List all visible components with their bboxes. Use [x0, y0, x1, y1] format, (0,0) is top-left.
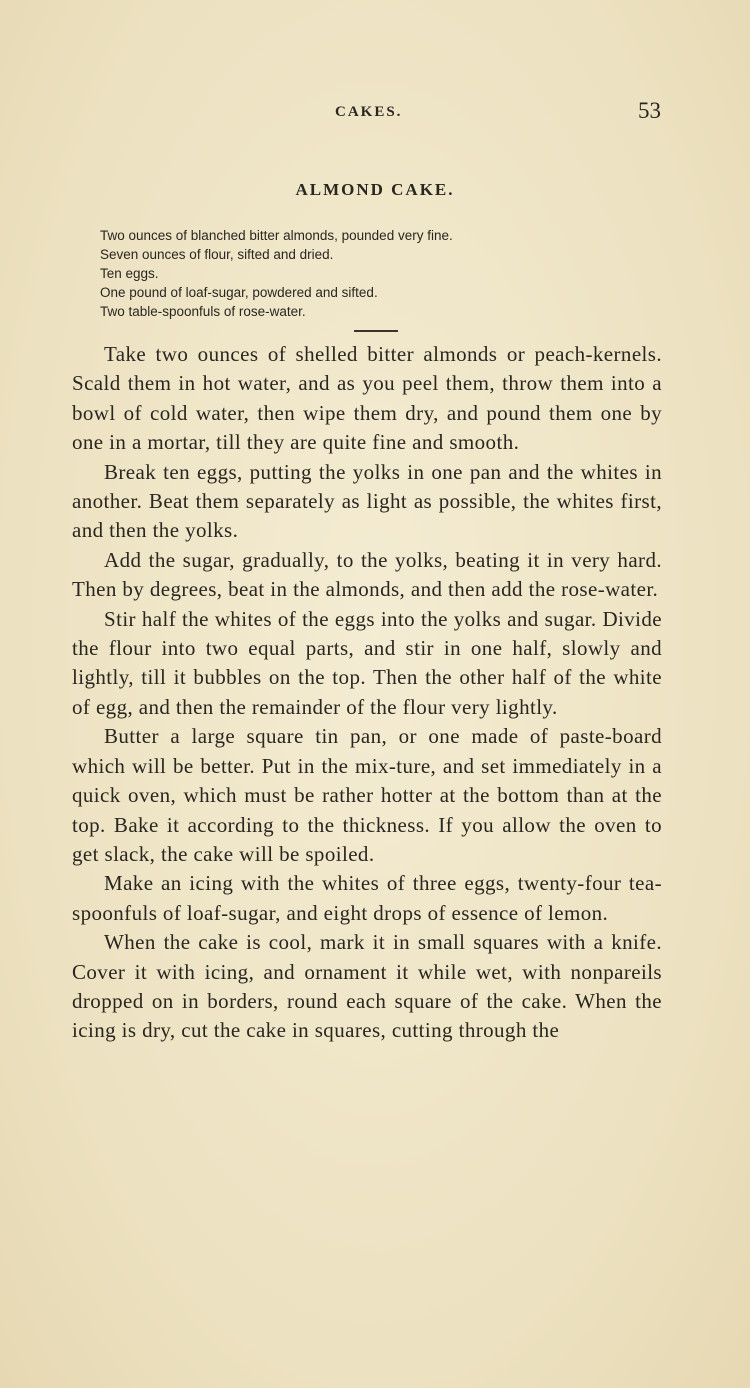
recipe-instructions — [72, 340, 662, 1046]
page-number: 53 — [638, 98, 661, 123]
instruction-paragraph: Add the sugar, gradually, to the yolks, beating it in very hard. Then by degrees, beat in the almonds, and then add the rose-water. — [72, 547, 662, 602]
ingredient-item: Two ounces of blanched bitter almonds, pounded very fine. — [100, 228, 453, 243]
instruction-paragraph: Butter a large square tin pan, or one made of paste-board which will be better. Put in the mix-ture, and set immediately in a quick oven, which must be rather hotter at the bottom than at the top. Bake it according to the thickness. If you allow the oven to get slack, the cake will be spoiled. — [72, 724, 662, 866]
ingredient-item: Ten eggs. — [100, 266, 159, 281]
instruction-paragraph: Stir half the whites of the eggs into the yolks and sugar. Divide the flour into two equal parts, and stir in one half, slowly and lightly, till it bubbles on the top. Then the other half of the white of egg, and then the remainder of the flour very lightly. — [72, 606, 662, 719]
ingredient-item: One pound of loaf-sugar, powdered and sifted. — [100, 285, 378, 300]
ingredient-item: Seven ounces of flour, sifted and dried. — [100, 247, 334, 262]
instruction-paragraph: When the cake is cool, mark it in small squares with a knife. Cover it with icing, and ornament it while wet, with nonpareils dropped on in borders, round each square of the cake. When the icing is dry, cut the cake in squares, cutting through the — [72, 930, 662, 1043]
instruction-paragraph: Break ten eggs, putting the yolks in one pan and the whites in another. Beat them separately as light as possible, the whites first, and then the yolks. — [72, 459, 662, 543]
instruction-paragraph: Make an icing with the whites of three eggs, twenty-four tea-spoonfuls of loaf-sugar, and eight drops of essence of lemon. — [72, 871, 662, 925]
section-divider — [354, 330, 398, 332]
running-head: CAKES. — [335, 104, 403, 120]
recipe-title: ALMOND CAKE. — [295, 180, 455, 199]
instruction-paragraph: Take two ounces of shelled bitter almonds or peach-kernels. Scald them in hot water, and as you peel them, throw them into a bowl of cold water, then wipe them dry, and pound them one by one in a mortar, till they are quite fine and smooth. — [72, 342, 662, 455]
ingredient-item: Two table-spoonfuls of rose-water. — [100, 304, 306, 319]
page-header — [0, 98, 750, 128]
ingredient-list — [100, 226, 620, 321]
